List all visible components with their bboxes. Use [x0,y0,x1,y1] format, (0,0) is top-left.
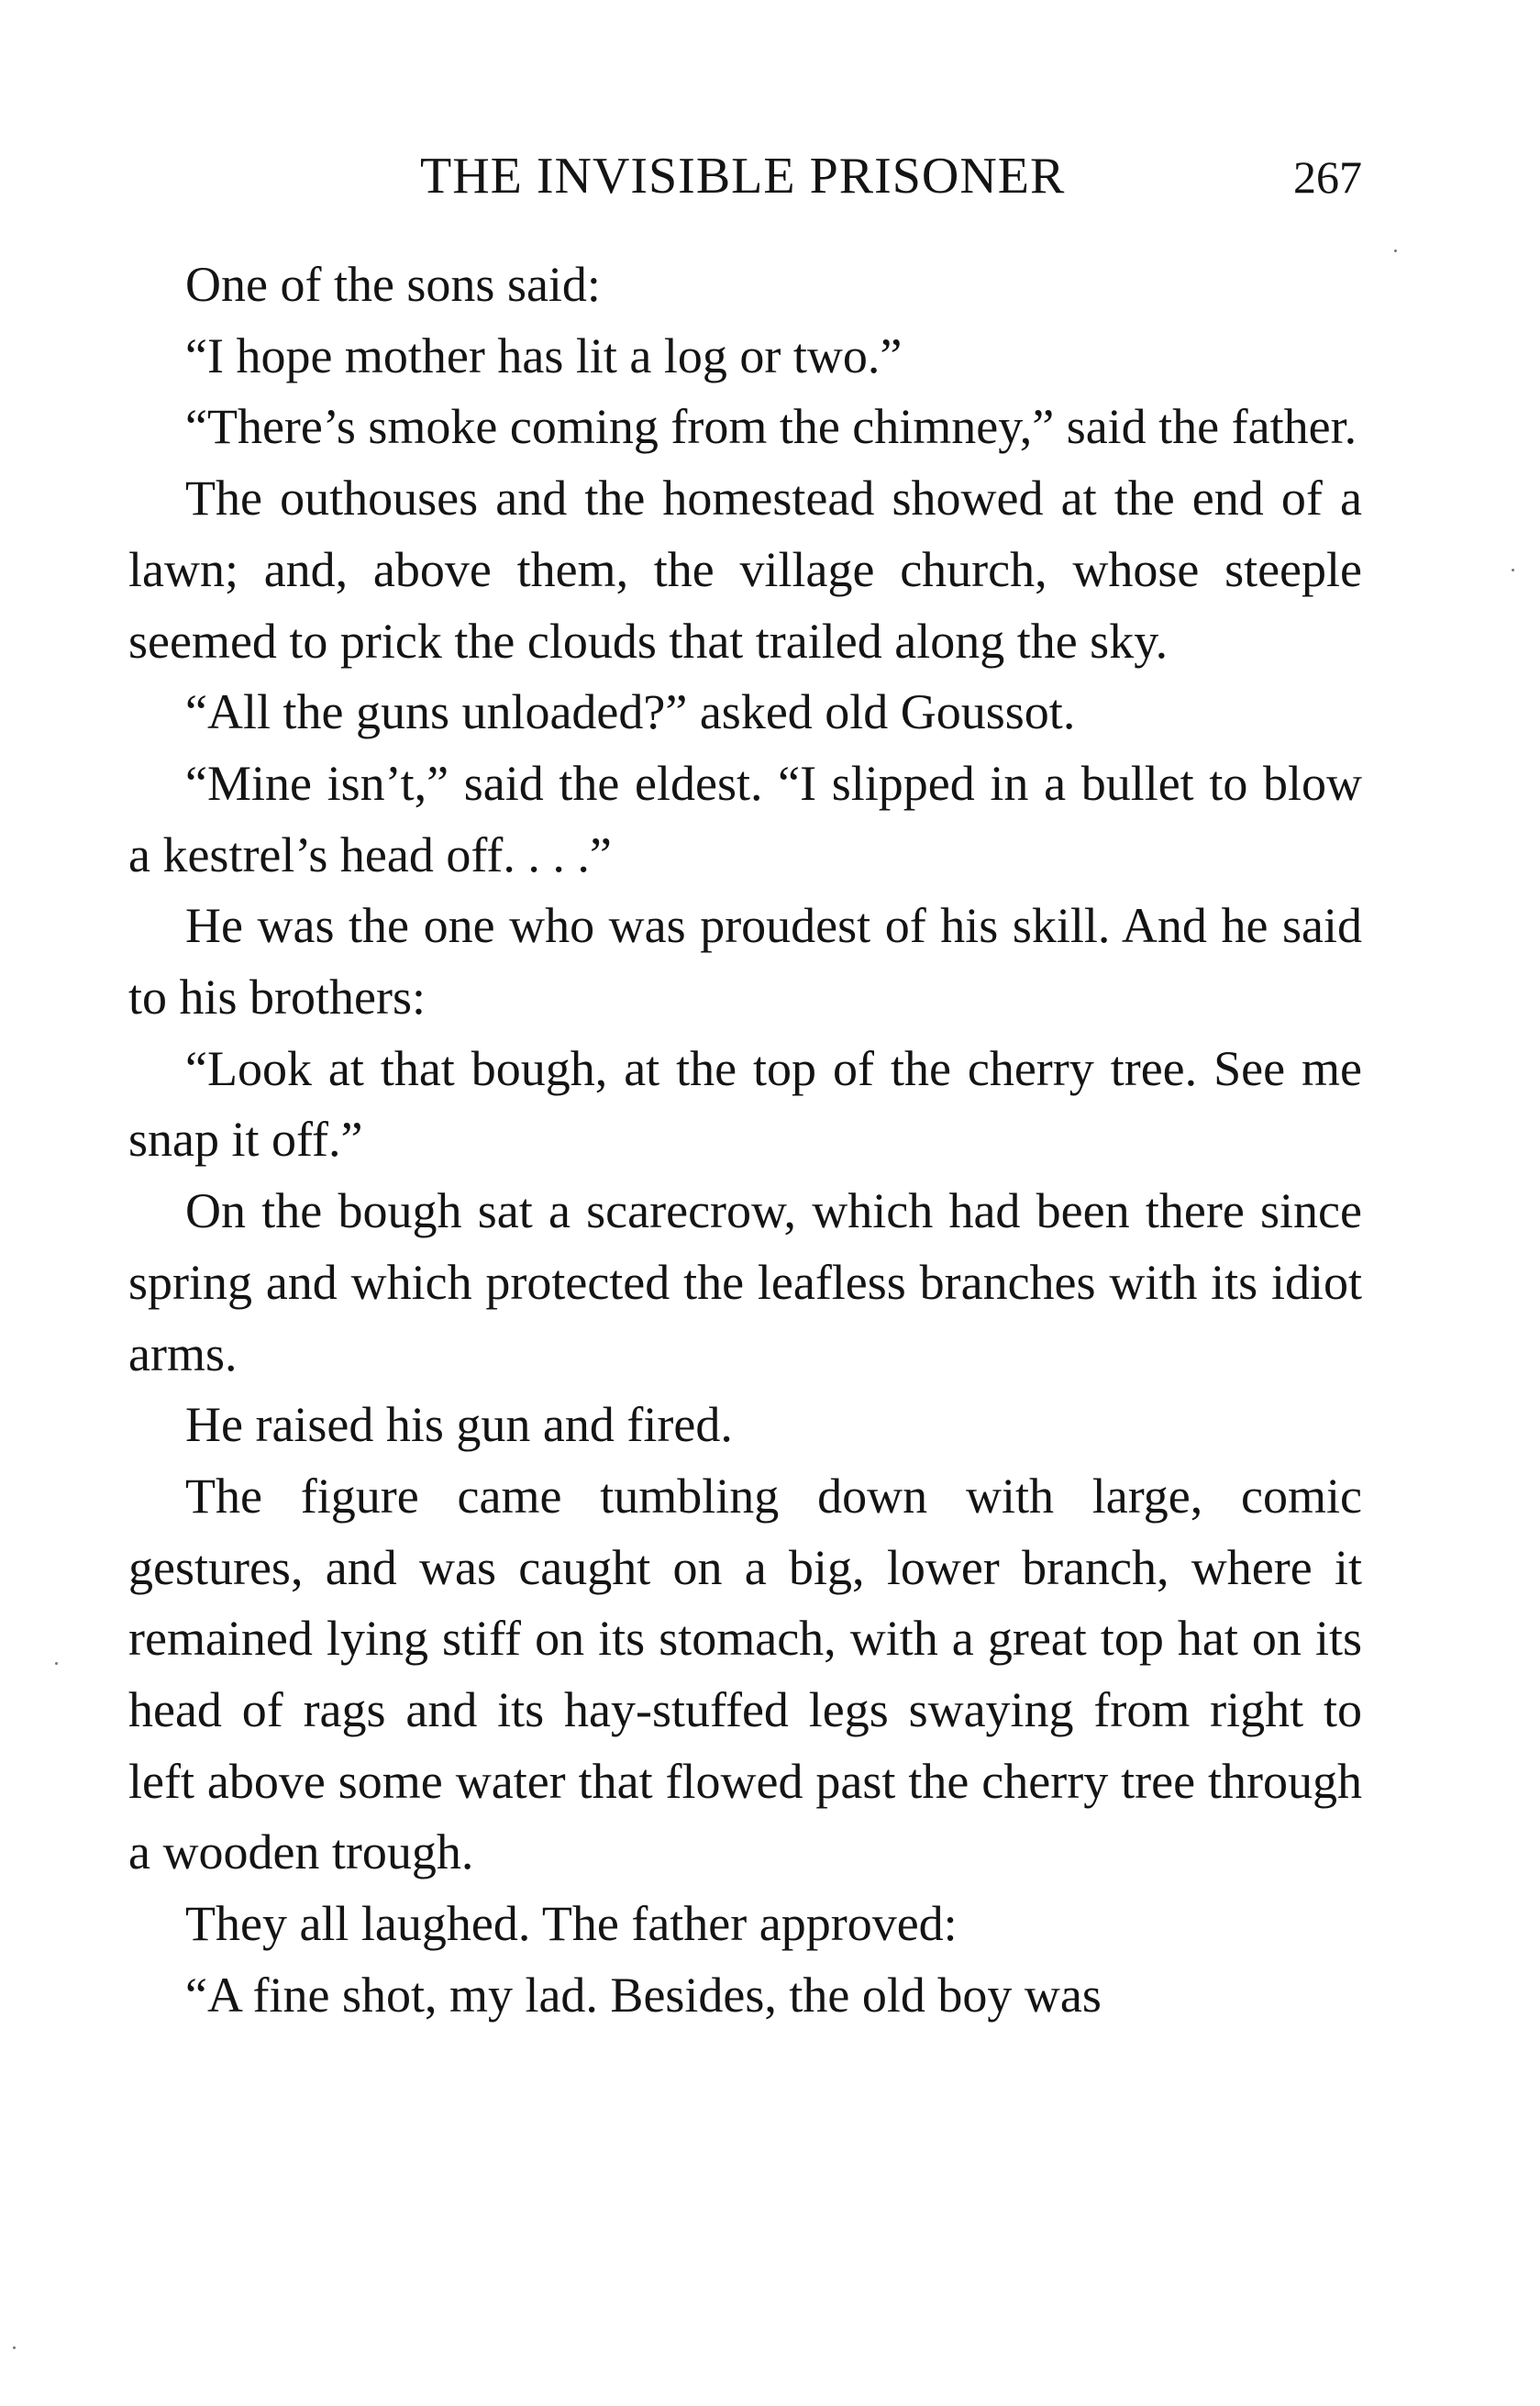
paper-speck [1512,569,1514,571]
paragraph: On the bough sat a scarecrow, which had been there since spring and which protected the leafless branches with its idiot arms. [128,1183,1362,1381]
paragraph: “Look at that bough, at the top of the cherry tree. See me snap it off.” [128,1040,1362,1168]
paper-speck [13,2346,16,2349]
paragraph: The figure came tumbling down with large, comic gestures, and was caught on a big, lower branch, where it remained lying stiff on its stomach, with a great top hat on its head of rags and its hay-stuffed legs swaying from right to left above some water that flowed past the cherry tree through a wooden trough. [128,1468,1362,1880]
paragraph: They all laughed. The father approved: [185,1896,958,1952]
paper-speck [1394,249,1397,252]
paragraph: He was the one who was proudest of his skill. And he said to his brothers: [128,898,1362,1026]
page-number: 267 [1293,151,1362,203]
paragraph: The outhouses and the homestead showed at the end of a lawn; and, above them, the village church, whose steeple seemed to prick the clouds that trailed along the sky. [128,471,1362,669]
paragraph: He raised his gun and fired. [185,1397,733,1453]
running-title: THE INVISIBLE PRISONER [420,148,1066,205]
body-text [128,249,1362,2032]
paragraph: “Mine isn’t,” said the eldest. “I slipped in a bullet to blow a kestrel’s head off. . . .” [128,755,1362,882]
paragraph: “I hope mother has lit a log or two.” [185,327,903,383]
paragraph: “All the guns unloaded?” asked old Goussot. [185,684,1076,740]
paragraph: One of the sons said: [185,257,601,312]
paper-speck [55,1662,58,1665]
paragraph: “There’s smoke coming from the chimney,” said the father. [185,399,1357,455]
paragraph: “A fine shot, my lad. Besides, the old boy was [185,1967,1102,2023]
running-head [128,147,1362,211]
